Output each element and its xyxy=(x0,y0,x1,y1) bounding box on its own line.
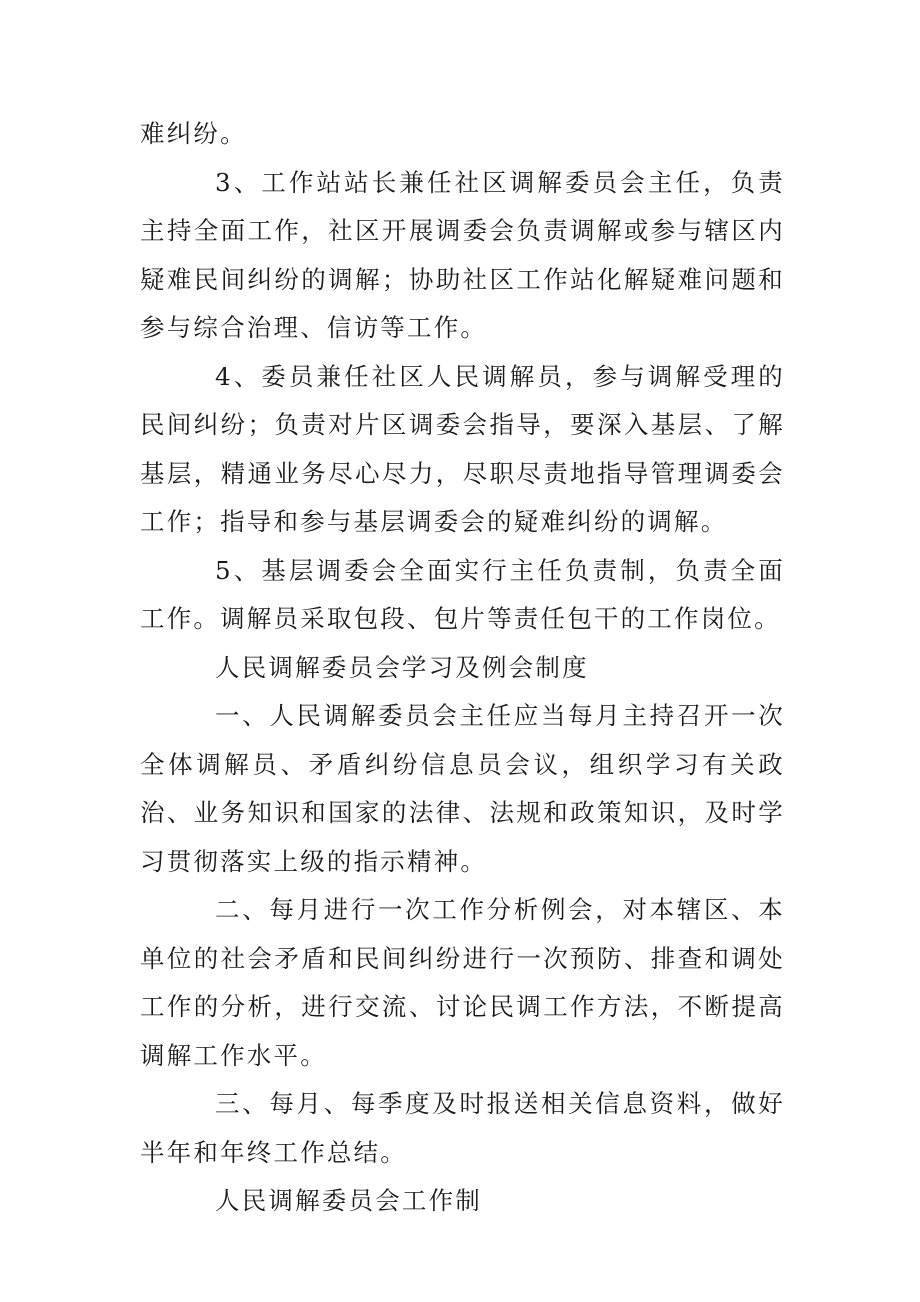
paragraph-item-3: 3、工作站站长兼任社区调解委员会主任，负责主持全面工作，社区开展调委会负责调解或参与辖区内疑难民间纠纷的调解；协助社区工作站化解疑难问题和参与综合治理、信访等工作。 xyxy=(140,167,785,342)
document-body xyxy=(140,110,785,1226)
paragraph-rule-2: 二、每月进行一次工作分析例会，对本辖区、本单位的社会矛盾和民间纠纷进行一次预防、排查和调处工作的分析，进行交流、讨论民调工作方法，不断提高调解工作水平。 xyxy=(140,895,785,1070)
section-heading-study-meeting: 人民调解委员会学习及例会制度 xyxy=(215,652,589,682)
paragraph-item-5: 5、基层调委会全面实行主任负责制，负责全面工作。调解员采取包段、包片等责任包干的工作岗位。 xyxy=(140,555,785,633)
section-heading-work-system: 人民调解委员会工作制 xyxy=(215,1186,482,1215)
paragraph-item-4: 4、委员兼任社区人民调解员，参与调解受理的民间纠纷；负责对片区调委会指导，要深入基层、了解基层，精通业务尽心尽力，尽职尽责地指导管理调委会工作；指导和参与基层调委会的疑难纠纷的调解。 xyxy=(140,361,785,536)
paragraph-continuation: 难纠纷。 xyxy=(140,119,247,148)
paragraph-rule-3: 三、每月、每季度及时报送相关信息资料，做好半年和年终工作总结。 xyxy=(140,1089,785,1167)
paragraph-rule-1: 一、人民调解委员会主任应当每月主持召开一次全体调解员、矛盾纠纷信息员会议，组织学习有关政治、业务知识和国家的法律、法规和政策知识，及时学习贯彻落实上级的指示精神。 xyxy=(140,701,785,876)
